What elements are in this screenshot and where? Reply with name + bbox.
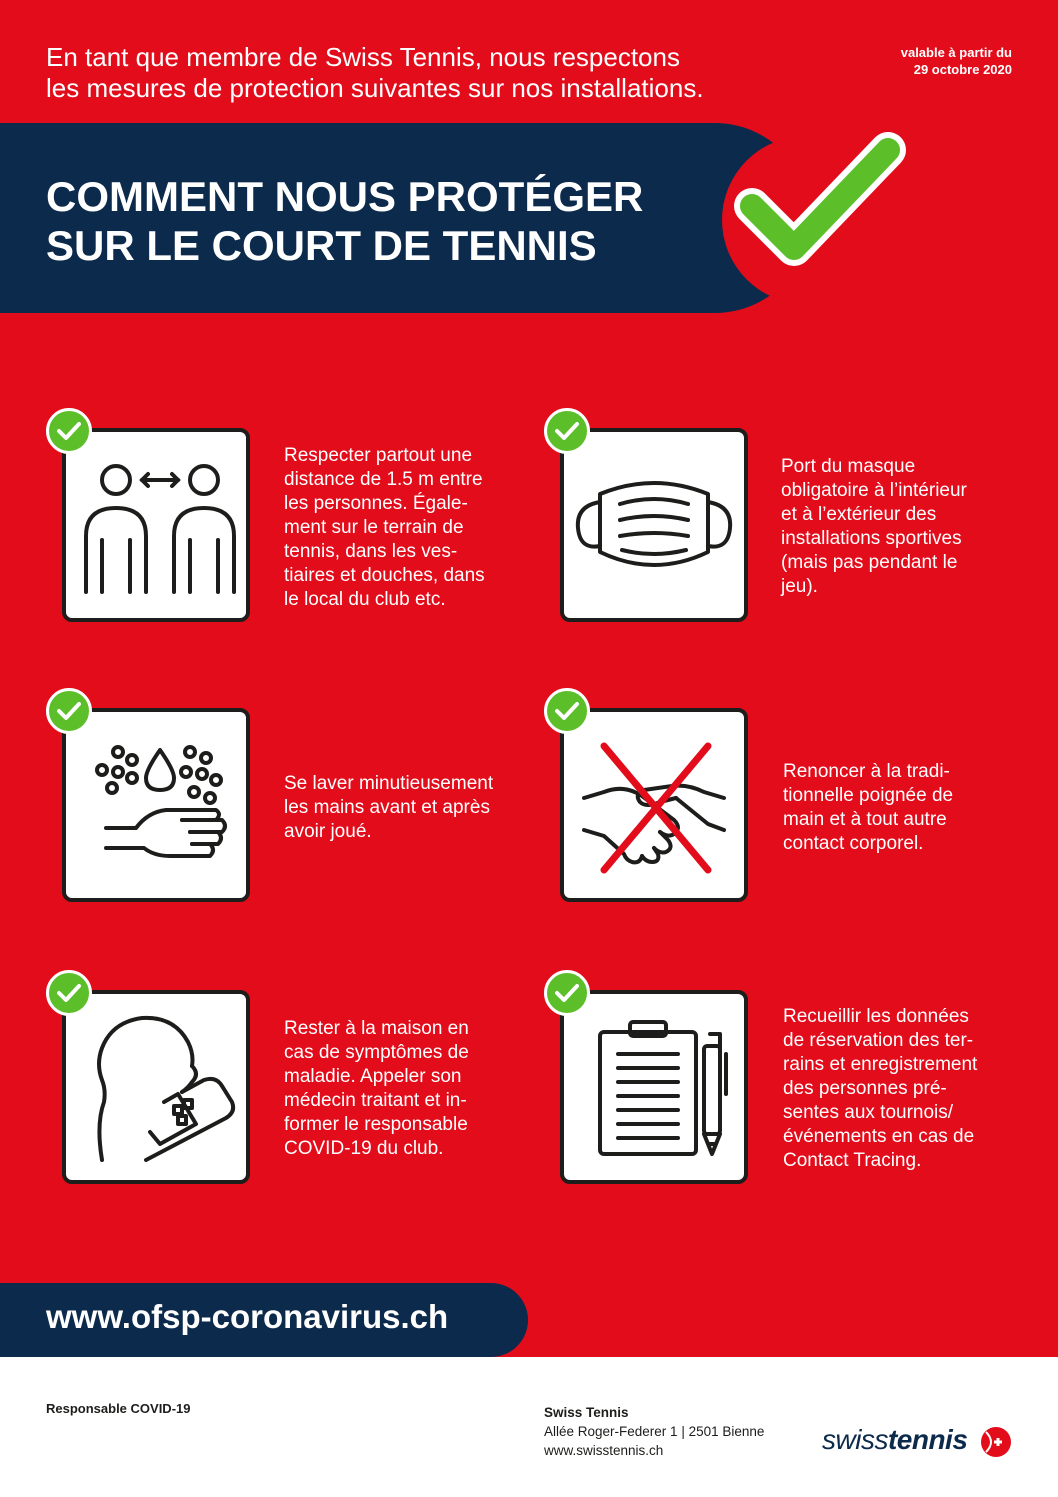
icon-box	[560, 708, 748, 902]
check-mark-icon	[730, 128, 910, 288]
measure-text-line: rains et enregistrement	[783, 1054, 978, 1075]
measure-text-line: les personnes. Égale-	[284, 493, 468, 514]
check-badge-icon	[544, 970, 590, 1016]
icon-box	[62, 428, 250, 622]
measure-text-line: sentes aux tournois/	[783, 1102, 954, 1123]
measure-text-line: et à l’extérieur des	[781, 504, 937, 525]
measure-text-line: Renoncer à la tradi-	[783, 761, 950, 782]
icon-box	[560, 990, 748, 1184]
icon-box	[62, 990, 250, 1184]
measure-text-line: tennis, dans les ves-	[284, 541, 458, 562]
check-badge-icon	[544, 408, 590, 454]
measure-text-line: avoir joué.	[284, 821, 372, 842]
measure-text	[783, 760, 1033, 856]
measure-text-line: installations sportives	[781, 528, 962, 549]
measure-text-line: Contact Tracing.	[783, 1150, 922, 1171]
measure-text-line: des personnes pré-	[783, 1078, 947, 1099]
icon-box	[560, 428, 748, 622]
measure-text-line: Respecter partout une	[284, 445, 473, 466]
measure-text-line: tiaires et douches, dans	[284, 565, 485, 586]
intro-text	[46, 42, 846, 104]
icon-box	[62, 708, 250, 902]
organization-name: Swiss Tennis	[544, 1405, 629, 1420]
measure-text-line: jeu).	[781, 576, 818, 597]
measure-text-line: les mains avant et après	[284, 797, 490, 818]
organization-website[interactable]: www.swisstennis.ch	[544, 1443, 664, 1458]
validity-date	[792, 44, 1012, 78]
measure-text-line: Port du masque	[781, 456, 916, 477]
logo-word-swiss: swiss	[822, 1424, 888, 1455]
check-badge-icon	[46, 970, 92, 1016]
organization-address: Allée Roger-Federer 1 | 2501 Bienne	[544, 1424, 765, 1439]
measure-text	[783, 1005, 1043, 1173]
intro-line-1: En tant que membre de Swiss Tennis, nous respectons	[46, 42, 680, 72]
swisstennis-logo	[822, 1424, 1022, 1464]
distance-people-icon	[66, 432, 246, 618]
measure-text	[781, 455, 1031, 599]
measure-text-line: cas de symptômes de	[284, 1042, 469, 1063]
intro-line-2: les mesures de protection suivantes sur nos installations.	[46, 73, 704, 103]
measure-text-line: Se laver minutieusement	[284, 773, 494, 794]
measure-text-line: Recueillir les données	[783, 1006, 969, 1027]
measure-text-line: événements en cas de	[783, 1126, 975, 1147]
hand-washing-icon	[66, 712, 246, 898]
measure-text-line: de réservation des ter-	[783, 1030, 974, 1051]
measure-text	[284, 444, 534, 612]
tennis-ball-icon	[980, 1426, 1012, 1458]
validity-line-1: valable à partir du	[900, 45, 1012, 60]
face-mask-icon	[564, 432, 744, 618]
organization-info	[544, 1403, 764, 1460]
measure-text	[284, 772, 544, 844]
measure-text-line: médecin traitant et in-	[284, 1090, 467, 1111]
measure-text-line: contact corporel.	[783, 833, 924, 854]
measure-text-line: (mais pas pendant le	[781, 552, 958, 573]
page-title	[46, 172, 726, 270]
measure-text-line: ment sur le terrain de	[284, 517, 464, 538]
measure-text	[284, 1017, 534, 1161]
page-title-line-2: SUR LE COURT DE TENNIS	[46, 222, 597, 269]
check-badge-icon	[544, 688, 590, 734]
measure-text-line: former le responsable	[284, 1114, 468, 1135]
measure-text-line: main et à tout autre	[783, 809, 947, 830]
logo-word-tennis: tennis	[887, 1424, 968, 1455]
page-title-line-1: COMMENT NOUS PROTÉGER	[46, 173, 644, 220]
measure-text-line: tionnelle poignée de	[783, 785, 954, 806]
measure-text-line: maladie. Appeler son	[284, 1066, 462, 1087]
check-badge-icon	[46, 408, 92, 454]
validity-line-2: 29 octobre 2020	[913, 62, 1012, 77]
stay-home-icon	[66, 994, 246, 1180]
measure-text-line: obligatoire à l’intérieur	[781, 480, 967, 501]
measure-text-line: le local du club etc.	[284, 589, 446, 610]
clipboard-pen-icon	[564, 994, 744, 1180]
measure-text-line: Rester à la maison en	[284, 1018, 469, 1039]
measure-text-line: distance de 1.5 m entre	[284, 469, 483, 490]
ofsp-website-link[interactable]: www.ofsp-coronavirus.ch	[46, 1298, 449, 1335]
check-badge-icon	[46, 688, 92, 734]
measure-text-line: COVID-19 du club.	[284, 1138, 444, 1159]
no-handshake-icon	[564, 712, 744, 898]
responsible-label: Responsable COVID-19	[46, 1401, 191, 1416]
